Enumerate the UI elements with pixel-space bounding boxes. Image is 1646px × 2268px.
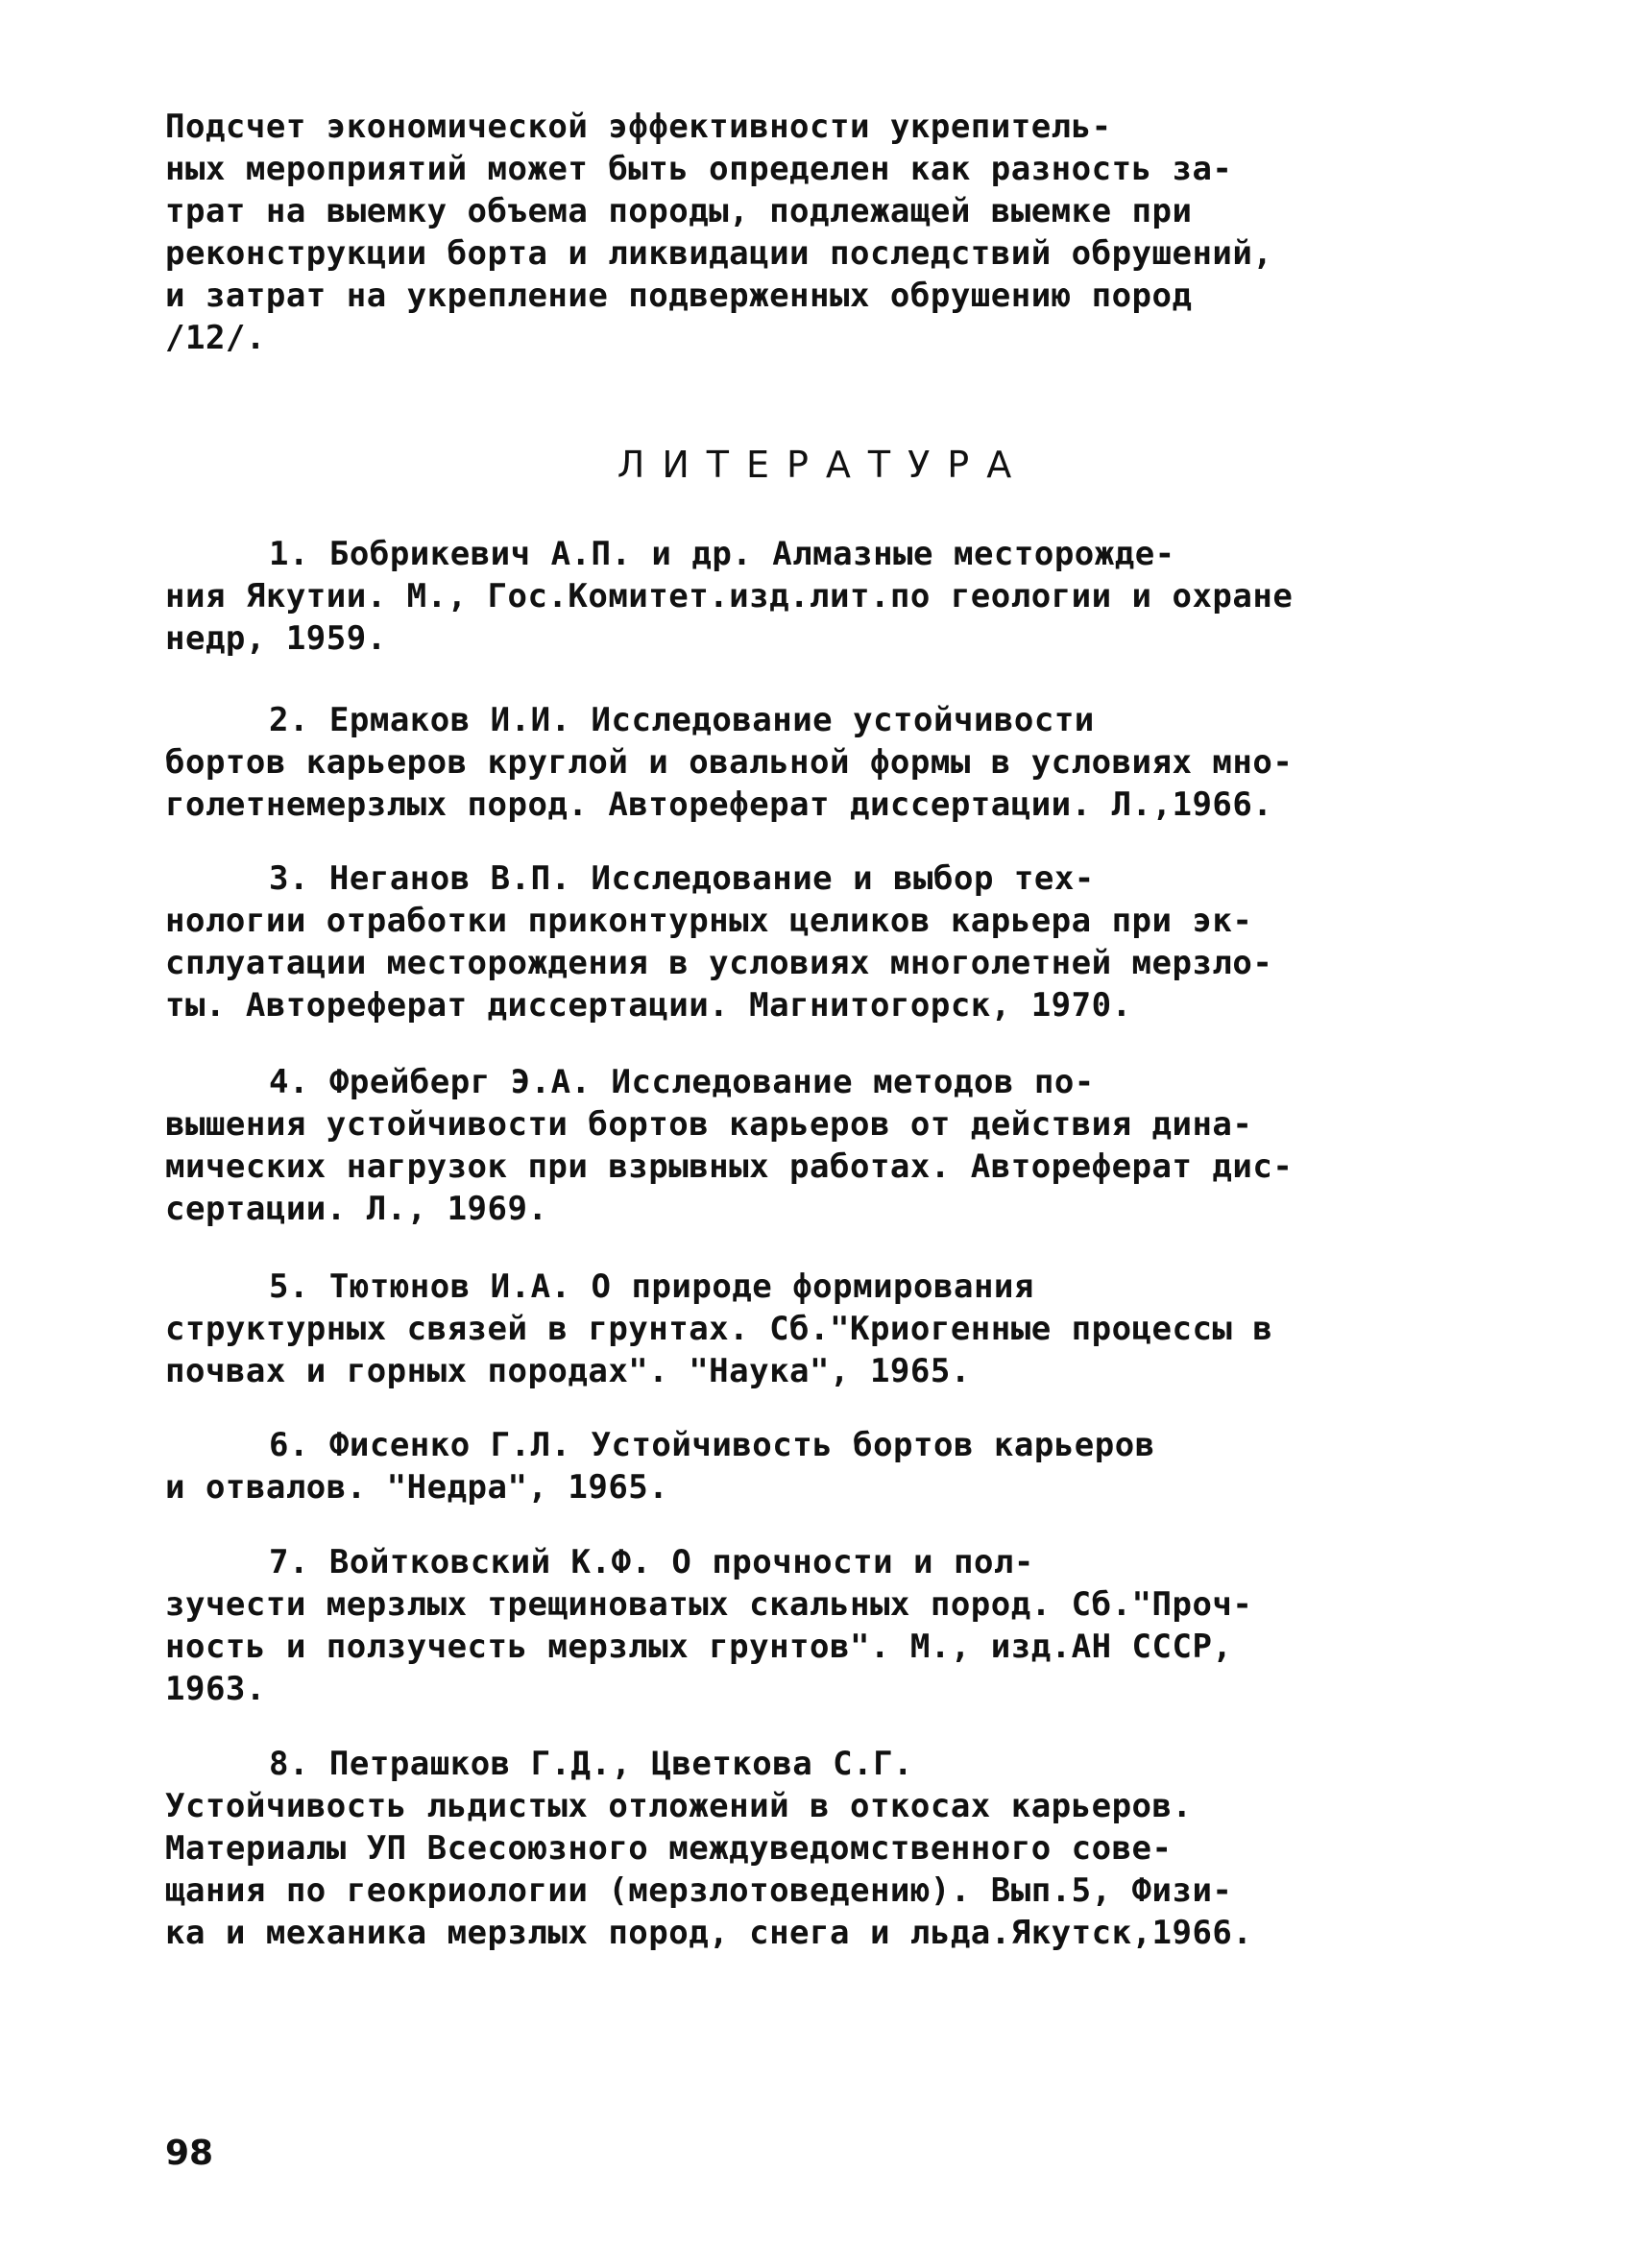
reference-line: 6. Фисенко Г.Л. Устойчивость бортов карьеров [269,1426,1155,1464]
reference-item-2 [165,699,1471,826]
reference-line: бортов карьеров круглой и овальной формы в условиях мно- [165,743,1294,782]
reference-line: Материалы УП Всесоюзного междуведомственного сове- [165,1829,1173,1868]
reference-line: 8. Петрашков Г.Д., Цветкова С.Г. [269,1745,914,1783]
reference-item-7 [165,1541,1471,1710]
intro-line: Подсчет экономической эффективности укрепитель- [165,108,1112,146]
intro-line: трат на выемку объема породы, подлежащей выемке при [165,192,1193,230]
reference-line: почвах и горных породах". "Наука", 1965. [165,1352,971,1390]
reference-line: щания по геокриологии (мерзлотоведению). Вып.5, Физи- [165,1871,1233,1910]
references-heading: ЛИТЕРАТУРА [617,444,1029,486]
reference-line: 1963. [165,1670,266,1708]
reference-line: зучести мерзлых трещиноватых скальных пород. Сб."Проч- [165,1585,1253,1624]
reference-line: ты. Автореферат диссертации. Магнитогорск, 1970. [165,986,1132,1025]
reference-item-4 [165,1061,1471,1230]
intro-line: /12/. [165,319,266,357]
intro-line: реконструкции борта и ликвидации последствий обрушений, [165,234,1273,273]
reference-line: 5. Тютюнов И.А. О природе формирования [269,1267,1034,1306]
reference-line: 4. Фрейберг Э.А. Исследование методов по- [269,1063,1095,1101]
reference-line: 2. Ермаков И.И. Исследование устойчивости [269,701,1095,739]
page-number: 98 [165,2134,214,2173]
reference-line: недр, 1959. [165,619,387,658]
reference-item-5 [165,1266,1471,1392]
reference-line: Устойчивость льдистых отложений в откосах карьеров. [165,1787,1193,1825]
reference-line: структурных связей в грунтах. Сб."Криогенные процессы в [165,1310,1273,1348]
intro-line: и затрат на укрепление подверженных обрушению пород [165,277,1193,315]
reference-line: сплуатации месторождения в условиях многолетней мерзло- [165,944,1273,982]
intro-paragraph [165,106,1452,359]
reference-item-1 [165,533,1471,660]
reference-line: ка и механика мерзлых пород, снега и льда.Якутск,1966. [165,1914,1253,1952]
reference-item-3 [165,857,1471,1026]
intro-line: ных мероприятий может быть определен как разность за- [165,150,1233,188]
reference-line: и отвалов. "Недра", 1965. [165,1468,669,1507]
reference-line: ния Якутии. М., Гос.Комитет.изд.лит.по геологии и охране [165,577,1294,615]
reference-line: ность и ползучесть мерзлых грунтов". М., изд.АН СССР, [165,1628,1233,1666]
reference-line: 1. Бобрикевич А.П. и др. Алмазные месторожде- [269,535,1175,573]
reference-line: 3. Неганов В.П. Исследование и выбор тех- [269,859,1095,898]
reference-line: 7. Войтковский К.Ф. О прочности и пол- [269,1543,1034,1581]
reference-item-6 [165,1424,1471,1508]
reference-line: мических нагрузок при взрывных работах. Автореферат дис- [165,1147,1294,1186]
reference-line: сертации. Л., 1969. [165,1190,548,1228]
reference-line: вышения устойчивости бортов карьеров от действия дина- [165,1105,1253,1144]
reference-item-8 [165,1743,1471,1954]
reference-line: нологии отработки приконтурных целиков карьера при эк- [165,902,1253,940]
reference-line: голетнемерзлых пород. Автореферат диссертации. Л.,1966. [165,785,1273,824]
